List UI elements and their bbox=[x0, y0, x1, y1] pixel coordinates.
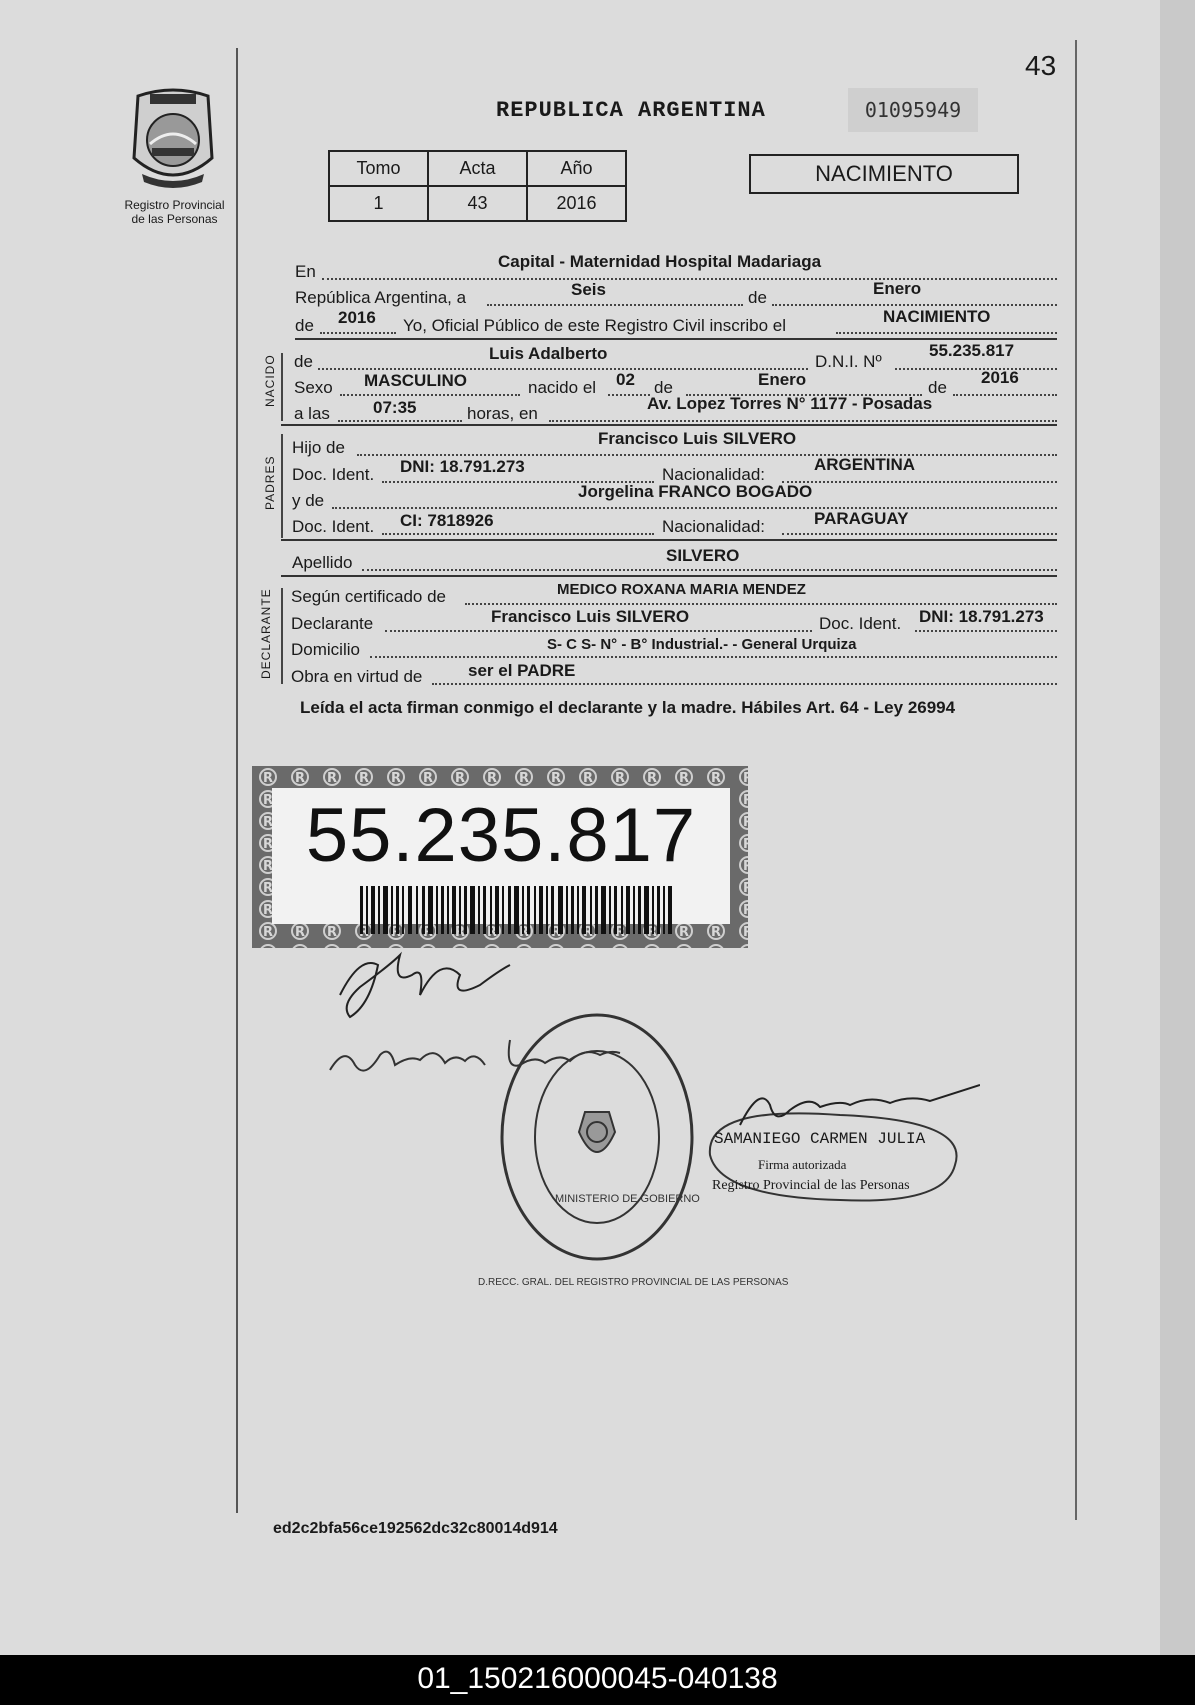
obra-label: Obra en virtud de bbox=[291, 667, 423, 686]
apellido-value: SILVERO bbox=[666, 546, 740, 565]
place-value: Capital - Maternidad Hospital Madariaga bbox=[498, 252, 822, 271]
y-de-label: y de bbox=[292, 491, 325, 510]
mother-value: Jorgelina FRANCO BOGADO bbox=[578, 482, 813, 501]
padres-section-label: PADRES bbox=[263, 455, 277, 510]
a-las-label: a las bbox=[294, 404, 330, 423]
day-line bbox=[487, 304, 743, 306]
register-header-tomo: Tomo bbox=[329, 151, 428, 186]
domicilio-label: Domicilio bbox=[291, 640, 360, 659]
register-value-ano: 2016 bbox=[527, 186, 626, 221]
nacido-bar bbox=[281, 353, 283, 421]
father-value: Francisco Luis SILVERO bbox=[598, 429, 797, 448]
nacido-de3-label: de bbox=[928, 378, 947, 397]
declarante-doc-line bbox=[915, 630, 1057, 632]
time-value: 07:35 bbox=[373, 398, 417, 417]
sexo-value: MASCULINO bbox=[364, 371, 467, 390]
en-label: En bbox=[295, 262, 316, 281]
domicilio-value: S- C S- N° - B° Industrial.- - General Urquiza bbox=[547, 636, 857, 653]
register-value-acta: 43 bbox=[428, 186, 527, 221]
name-line bbox=[318, 368, 808, 370]
mother-doc-value: CI: 7818926 bbox=[400, 511, 494, 530]
act-type-box: NACIMIENTO bbox=[749, 154, 1019, 194]
crest-caption-line-1: Registro Provincial bbox=[124, 198, 225, 212]
declarante-doc-label: Doc. Ident. bbox=[819, 614, 902, 633]
page-number: 43 bbox=[1025, 50, 1057, 81]
right-margin-rule bbox=[1075, 40, 1077, 1520]
signatory-name: SAMANIEGO CARMEN JULIA bbox=[714, 1130, 926, 1148]
padres-bar bbox=[281, 434, 283, 538]
obra-line bbox=[432, 683, 1057, 685]
nacido-section-label: NACIDO bbox=[263, 354, 277, 407]
cert-value: MEDICO ROXANA MARIA MENDEZ bbox=[557, 581, 806, 598]
dni-sticker-number: 55.235.817 bbox=[305, 793, 697, 878]
cert-line bbox=[465, 603, 1057, 605]
address-line bbox=[549, 420, 1057, 422]
official-round-stamp bbox=[497, 1010, 697, 1265]
stamp-outer-text: D.RECC. GRAL. DEL REGISTRO PROVINCIAL DE LAS PERSONAS bbox=[478, 1277, 789, 1288]
signatory-role: Firma autorizada bbox=[758, 1157, 847, 1172]
declarante-line bbox=[385, 630, 812, 632]
declarante-bar bbox=[281, 588, 283, 684]
apellido-line bbox=[362, 569, 1057, 571]
mother-line bbox=[332, 507, 1057, 509]
sexo-line bbox=[340, 394, 520, 396]
time-line bbox=[338, 420, 462, 422]
register-table bbox=[328, 150, 627, 222]
nacido-de2-label: de bbox=[654, 378, 673, 397]
declarante-section-label: DECLARANTE bbox=[259, 588, 273, 679]
address-value: Av. Lopez Torres N° 1177 - Posadas bbox=[647, 394, 933, 413]
hijo-de-label: Hijo de bbox=[292, 438, 345, 457]
month-line bbox=[772, 304, 1057, 306]
father-doc-label: Doc. Ident. bbox=[292, 465, 375, 484]
page-edge bbox=[1160, 0, 1195, 1655]
document-title: REPUBLICA ARGENTINA bbox=[496, 98, 766, 123]
declarante-doc-value: DNI: 18.791.273 bbox=[919, 607, 1044, 626]
dni-value: 55.235.817 bbox=[929, 341, 1015, 360]
barcode-icon bbox=[360, 886, 672, 934]
day-value: Seis bbox=[571, 280, 606, 299]
signatory-office: Registro Provincial de las Personas bbox=[712, 1178, 910, 1193]
dni-sticker bbox=[252, 766, 748, 948]
mother-nat-line bbox=[782, 533, 1057, 535]
mother-doc-label: Doc. Ident. bbox=[292, 517, 375, 536]
birth-year-value: 2016 bbox=[981, 368, 1019, 387]
apellido-label: Apellido bbox=[292, 553, 353, 572]
dni-label: D.N.I. Nº bbox=[815, 352, 882, 371]
mother-doc-line bbox=[382, 533, 654, 535]
apellido-divider bbox=[281, 575, 1057, 577]
obra-value: ser el PADRE bbox=[468, 661, 576, 680]
father-nat-value: ARGENTINA bbox=[814, 455, 916, 474]
nacido-de-label: de bbox=[294, 352, 313, 371]
register-header-acta: Acta bbox=[428, 151, 527, 186]
closing-statement: Leída el acta firman conmigo el declarante y la madre. Hábiles Art. 64 - Ley 26994 bbox=[300, 698, 956, 717]
mother-nat-label: Nacionalidad: bbox=[662, 517, 766, 536]
footer-filename: 01_150216000045-040138 bbox=[417, 1662, 778, 1695]
de-label: de bbox=[748, 288, 767, 307]
republica-label: República Argentina, a bbox=[295, 288, 467, 307]
birth-month-value: Enero bbox=[758, 370, 807, 389]
place-line bbox=[322, 278, 1057, 280]
mother-nat-value: PARAGUAY bbox=[814, 509, 909, 528]
declarante-signature bbox=[330, 945, 520, 1025]
de2-label: de bbox=[295, 316, 314, 335]
left-margin-rule bbox=[236, 48, 238, 1513]
registered-type-value: NACIMIENTO bbox=[883, 307, 991, 326]
nacido-divider bbox=[281, 424, 1057, 426]
horas-label: horas, en bbox=[467, 404, 538, 423]
dni-sticker-label bbox=[272, 788, 730, 924]
declarante-value: Francisco Luis SILVERO bbox=[491, 607, 690, 626]
birth-day-value: 02 bbox=[616, 370, 635, 389]
father-line bbox=[357, 454, 1057, 456]
padres-divider bbox=[281, 539, 1057, 541]
provincial-crest-icon bbox=[128, 88, 218, 193]
serial-number: 01095949 bbox=[848, 88, 978, 132]
registered-type-line bbox=[836, 332, 1057, 334]
crest-caption bbox=[112, 198, 237, 226]
dni-line bbox=[895, 368, 1057, 370]
document-hash: ed2c2bfa56ce192562dc32c80014d914 bbox=[273, 1520, 558, 1537]
year-line bbox=[320, 332, 396, 334]
father-nat-label: Nacionalidad: bbox=[662, 465, 766, 484]
year-value: 2016 bbox=[338, 308, 376, 327]
nacido-el-label: nacido el bbox=[528, 378, 597, 397]
sexo-label: Sexo bbox=[294, 378, 333, 397]
birth-year-line bbox=[953, 394, 1057, 396]
stamp-inner-text: MINISTERIO DE GOBIERNO bbox=[555, 1193, 700, 1205]
name-value: Luis Adalberto bbox=[489, 344, 608, 363]
intro-divider bbox=[295, 338, 1057, 340]
officer-text: Yo, Oficial Público de este Registro Civil inscribo el bbox=[403, 316, 786, 335]
father-nat-line bbox=[782, 481, 1057, 483]
declarante-label: Declarante bbox=[291, 614, 374, 633]
register-header-ano: Año bbox=[527, 151, 626, 186]
register-value-tomo: 1 bbox=[329, 186, 428, 221]
cert-label: Según certificado de bbox=[291, 587, 446, 606]
month-value: Enero bbox=[873, 279, 922, 298]
birth-day-line bbox=[608, 394, 650, 396]
domicilio-line bbox=[370, 656, 1057, 658]
father-doc-value: DNI: 18.791.273 bbox=[400, 457, 525, 476]
crest-caption-line-2: de las Personas bbox=[131, 212, 218, 226]
